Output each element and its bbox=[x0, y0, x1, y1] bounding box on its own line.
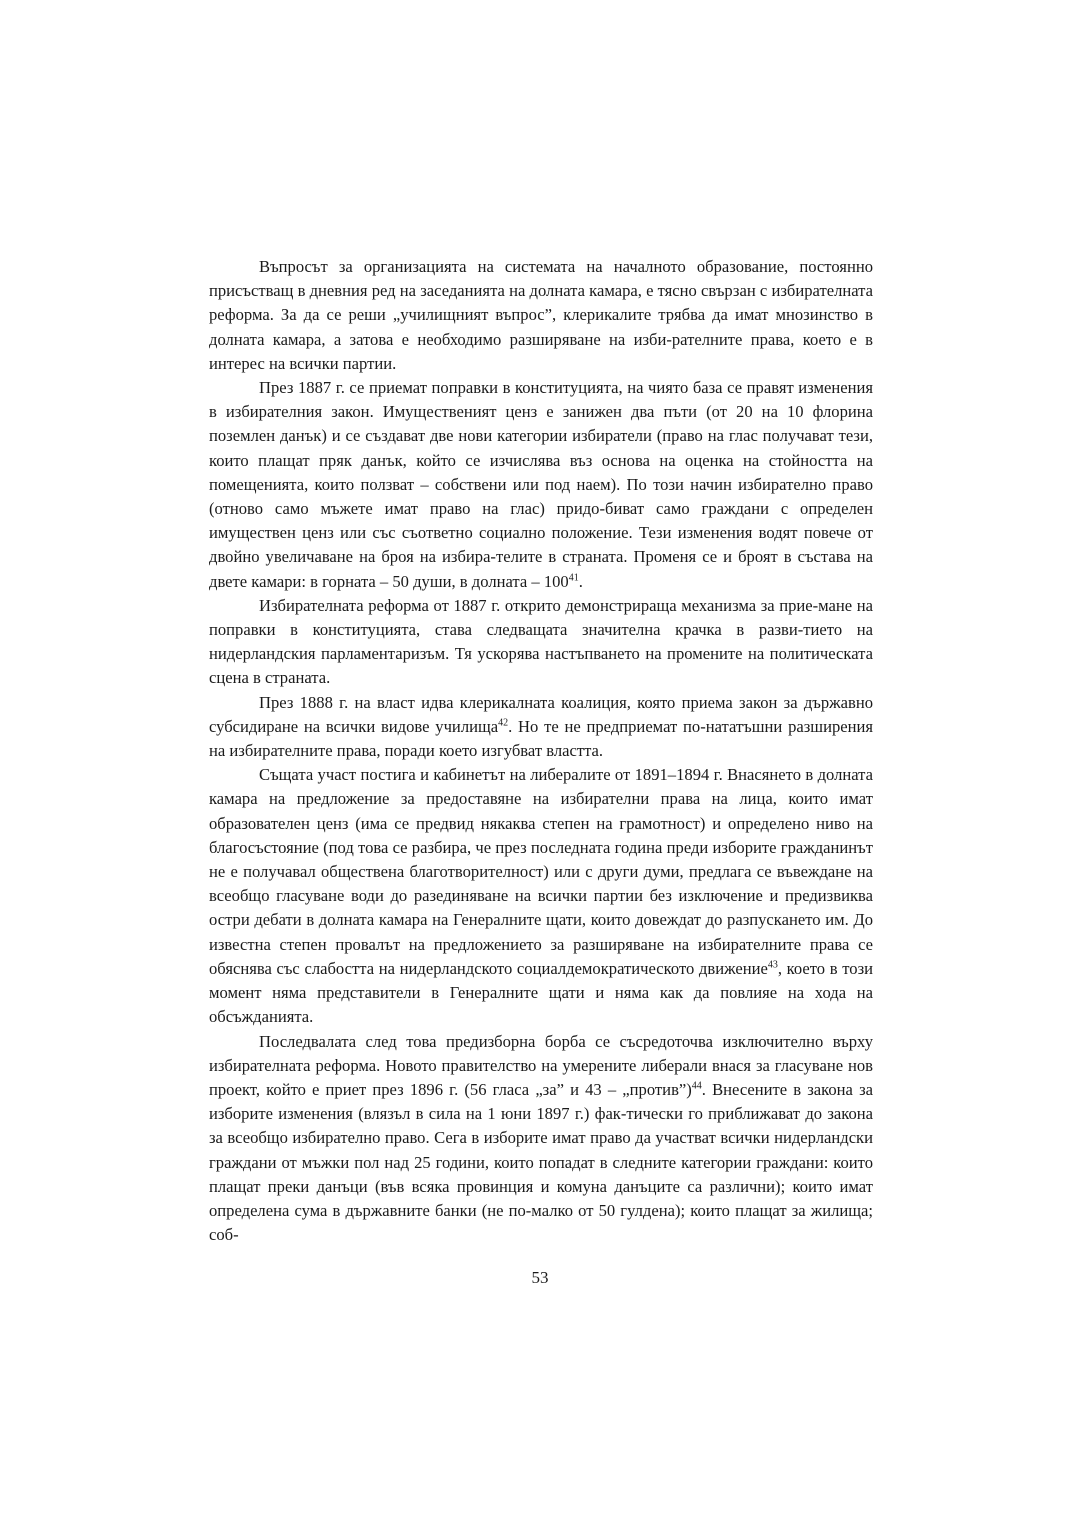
footnote-reference: 43 bbox=[767, 959, 778, 971]
paragraph-text: . Внесените в закона за изборите изменения (влязъл в сила на 1 юни 1897 г.) фак-тически го приближават до закона за всеобщо избирателно право. Сега в изборите имат право да участват всички нидерландски граждани от мъжки пол над 25 години, които попадат в следните категории граждани: които плащат преки данъци (във всяка провинция и комуна данъците са различни); които имат определена сума в държавните банки (не по-малко от 50 гулдена); които плащат за жилища; соб- bbox=[209, 1079, 873, 1245]
paragraph-text: През 1888 г. на власт идва клерикалната коалиция, която приема закон за държавно субсидиране на всички видове училища bbox=[209, 692, 873, 736]
paragraph bbox=[209, 255, 873, 376]
paragraph bbox=[209, 763, 873, 1029]
paragraph bbox=[209, 691, 873, 764]
footnote-reference: 44 bbox=[691, 1080, 702, 1092]
footnote-reference: 42 bbox=[498, 717, 509, 729]
paragraph-text: . bbox=[578, 571, 583, 591]
paragraph-text: Същата участ постига и кабинетът на либералите от 1891–1894 г. Внасянето в долната камара на предложение за предоставяне на избирателни права на лица, които имат образователен ценз (има се предвид някаква степен на грамотност) и определено ниво на благосъстояние (под това се разбира, че през последната година преди изборите гражданинът не е получавал обществена благотворителност) или с други думи, предлага се въвеждане на всеобщо гласуване води до разединяване на всички партии без изключение и предизвиква остри дебати в долната камара на Генералните щати, които довеждат до разпускането им. До известна степен провалът на предложението за разширяване на избирателните права се обяснява със слабостта на нидерландското социалдемократическото движение bbox=[209, 765, 873, 978]
paragraph bbox=[209, 376, 873, 594]
paragraph bbox=[209, 1030, 873, 1248]
body-text bbox=[209, 255, 873, 1247]
page-number: 53 bbox=[531, 1268, 549, 1287]
paragraph-text: . Но те не предприемат по-нататъшни разширения на избирателните права, поради което изгубват властта. bbox=[209, 716, 873, 761]
paragraph-text: Избирателната реформа от 1887 г. открито демонстрираща механизма за прие-мане на поправки в конституцията, става следващата значителна крачка в разви-тието на нидерландския парламентаризъм. Тя ускорява настъпването на промените на политическата сцена в страната. bbox=[209, 595, 873, 688]
paragraph-text: , което в този момент няма представители в Генералните щати и няма как да повлияе на хода на обсъжданията. bbox=[209, 958, 874, 1027]
paragraph-text: През 1887 г. се приемат поправки в конституцията, на чиято база се правят изменения в избирателния закон. Имущественият ценз е занижен два пъти (от 20 на 10 флорина поземлен данък) и се създават две нови категории избиратели (право на глас получават тези, които плащат пряк данък, който се изчислява въз основа на оценка на стойността на помещенията, които ползват – собствени или под наем). По този начин избирателно право (отново само мъжете имат право на глас) придо-биват само граждани с определен имуществен ценз или със съответно социално положение. Тези изменения водят повече от двойно увеличаване на броя на избира-телите в страната. Променя се и броят в състава на двете камари: в горната – 50 души, в долната – 100 bbox=[209, 378, 873, 591]
paragraph-text: Въпросът за организацията на системата на началното образование, постоянно присъстващ в дневния ред на заседанията на долната камара, е тясно свързан с избирателната реформа. За да се реши „училищният въпрос”, клерикалите трябва да имат мнозинство в долната камара, а затова е необходимо разширяване на изби-рателните права, което е в интерес на всички партии. bbox=[209, 257, 873, 373]
paragraph-text: Последвалата след това предизборна борба се съсредоточва изключително върху избирателната реформа. Новото правителство на умерените либерали внася за гласуване нов проект, който е приет през 1896 г. (56 гласа „за” и 43 – „против”) bbox=[209, 1031, 873, 1099]
footnote-reference: 41 bbox=[568, 572, 579, 584]
paragraph bbox=[209, 594, 873, 691]
